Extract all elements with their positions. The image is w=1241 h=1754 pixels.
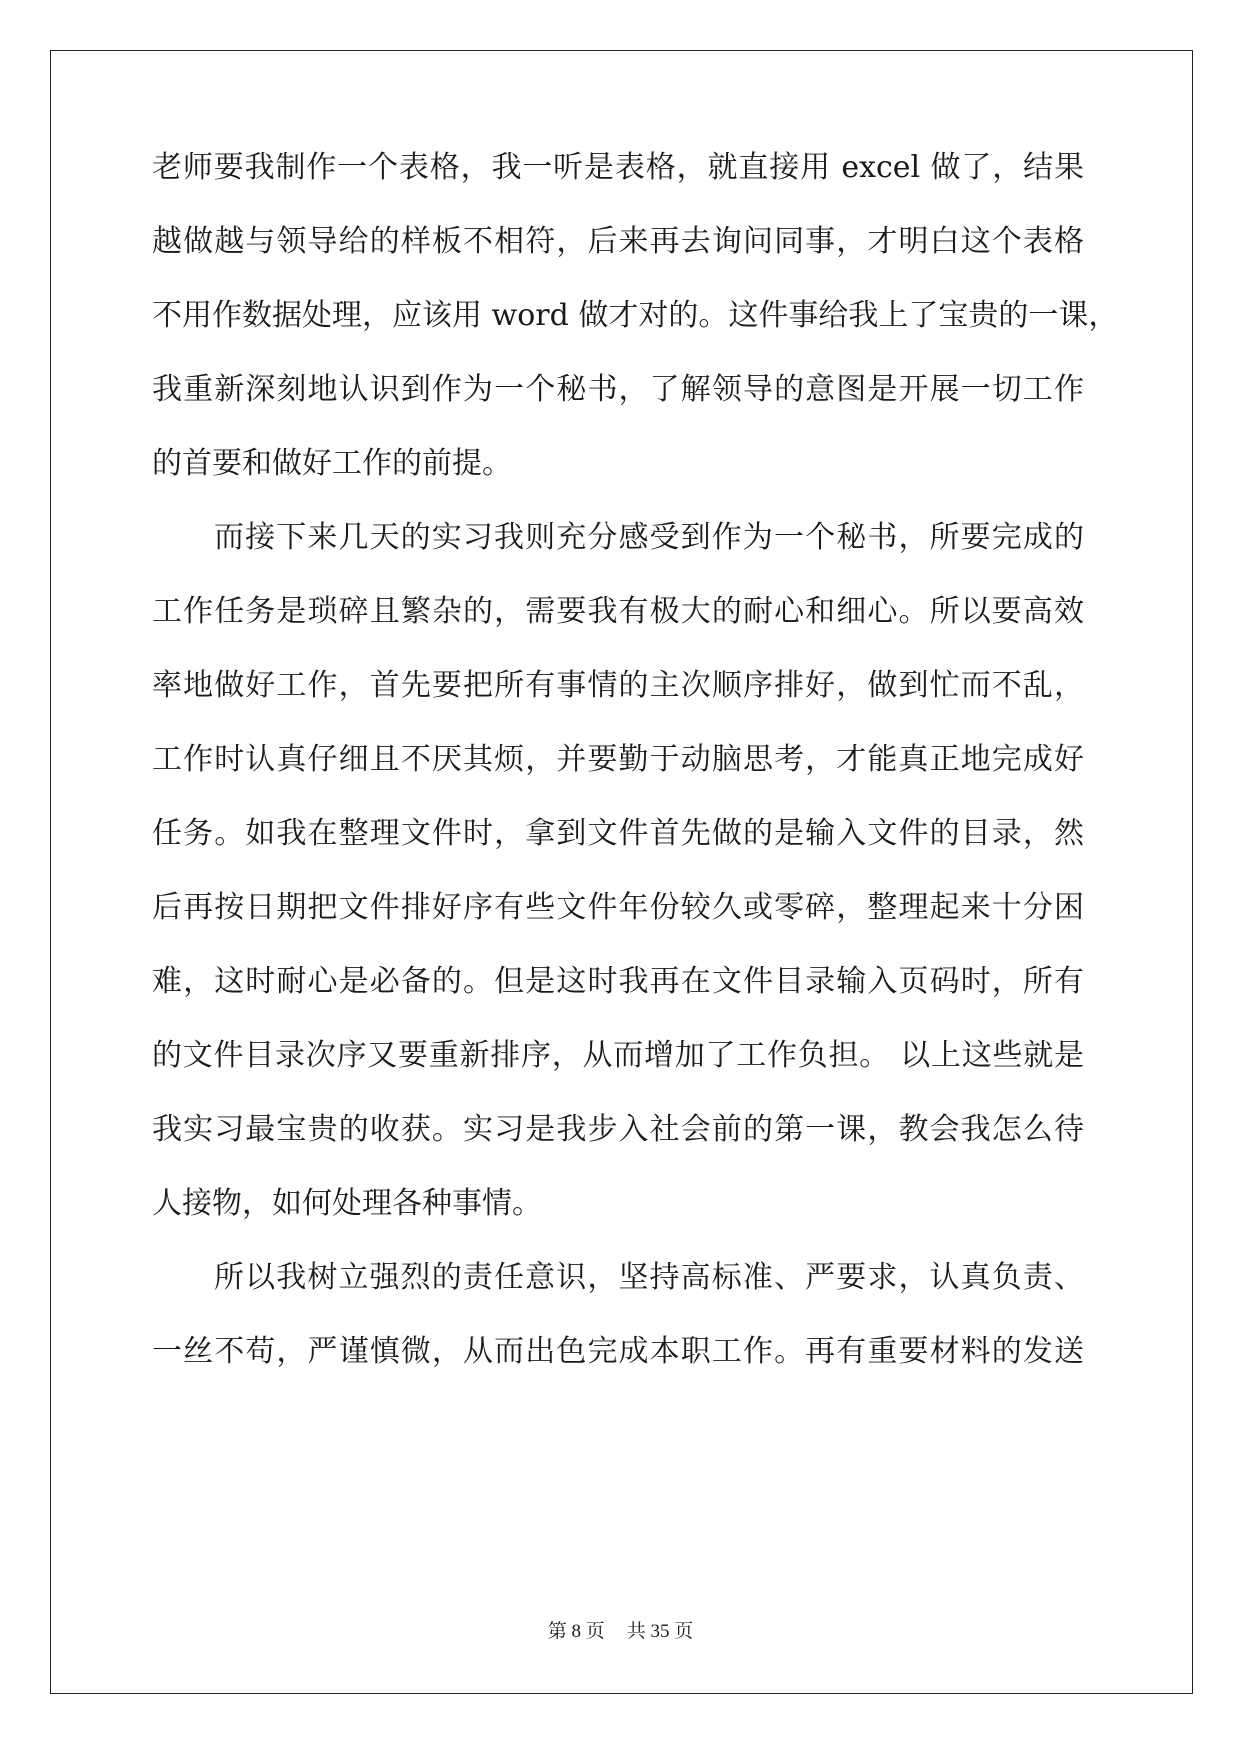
text-line: 一丝不苟，严谨慎微，从而出色完成本职工作。再有重要材料的发送	[152, 1334, 1084, 1369]
text-line: 工作时认真仔细且不厌其烦，并要勤于动脑思考，才能真正地完成好	[152, 742, 1084, 777]
total-pages: 共 35 页	[626, 1621, 694, 1642]
text-line: 不用作数据处理，应该用 word 做才对的。这件事给我上了宝贵的一课，	[152, 298, 1119, 333]
text-line: 我实习最宝贵的收获。实习是我步入社会前的第一课，教会我怎么待	[152, 1112, 1084, 1147]
text-line: 率地做好工作，首先要把所有事情的主次顺序排好，做到忙而不乱，	[152, 668, 1084, 703]
page-number: 第 8 页	[547, 1621, 605, 1642]
text-line: 我重新深刻地认识到作为一个秘书，了解领导的意图是开展一切工作	[152, 372, 1084, 407]
text-line: 越做越与领导给的样板不相符，后来再去询问同事，才明白这个表格	[152, 224, 1084, 259]
text-line: 老师要我制作一个表格，我一听是表格，就直接用 excel 做了，结果	[152, 150, 1084, 185]
text-line: 所以我树立强烈的责任意识，坚持高标准、严要求，认真负责、	[214, 1260, 1084, 1295]
text-line: 难，这时耐心是必备的。但是这时我再在文件目录输入页码时，所有	[152, 964, 1084, 999]
text-line: 的首要和做好工作的前提。	[152, 446, 512, 481]
text-line: 工作任务是琐碎且繁杂的，需要我有极大的耐心和细心。所以要高效	[152, 594, 1084, 629]
text-line: 而接下来几天的实习我则充分感受到作为一个秘书，所要完成的	[214, 520, 1084, 555]
text-line: 人接物，如何处理各种事情。	[152, 1186, 542, 1221]
page-footer	[0, 1620, 1241, 1644]
text-line: 后再按日期把文件排好序有些文件年份较久或零碎，整理起来十分困	[152, 890, 1084, 925]
text-line: 任务。如我在整理文件时，拿到文件首先做的是输入文件的目录，然	[152, 816, 1084, 851]
text-line: 的文件目录次序又要重新排序，从而增加了工作负担。 以上这些就是	[152, 1038, 1084, 1073]
